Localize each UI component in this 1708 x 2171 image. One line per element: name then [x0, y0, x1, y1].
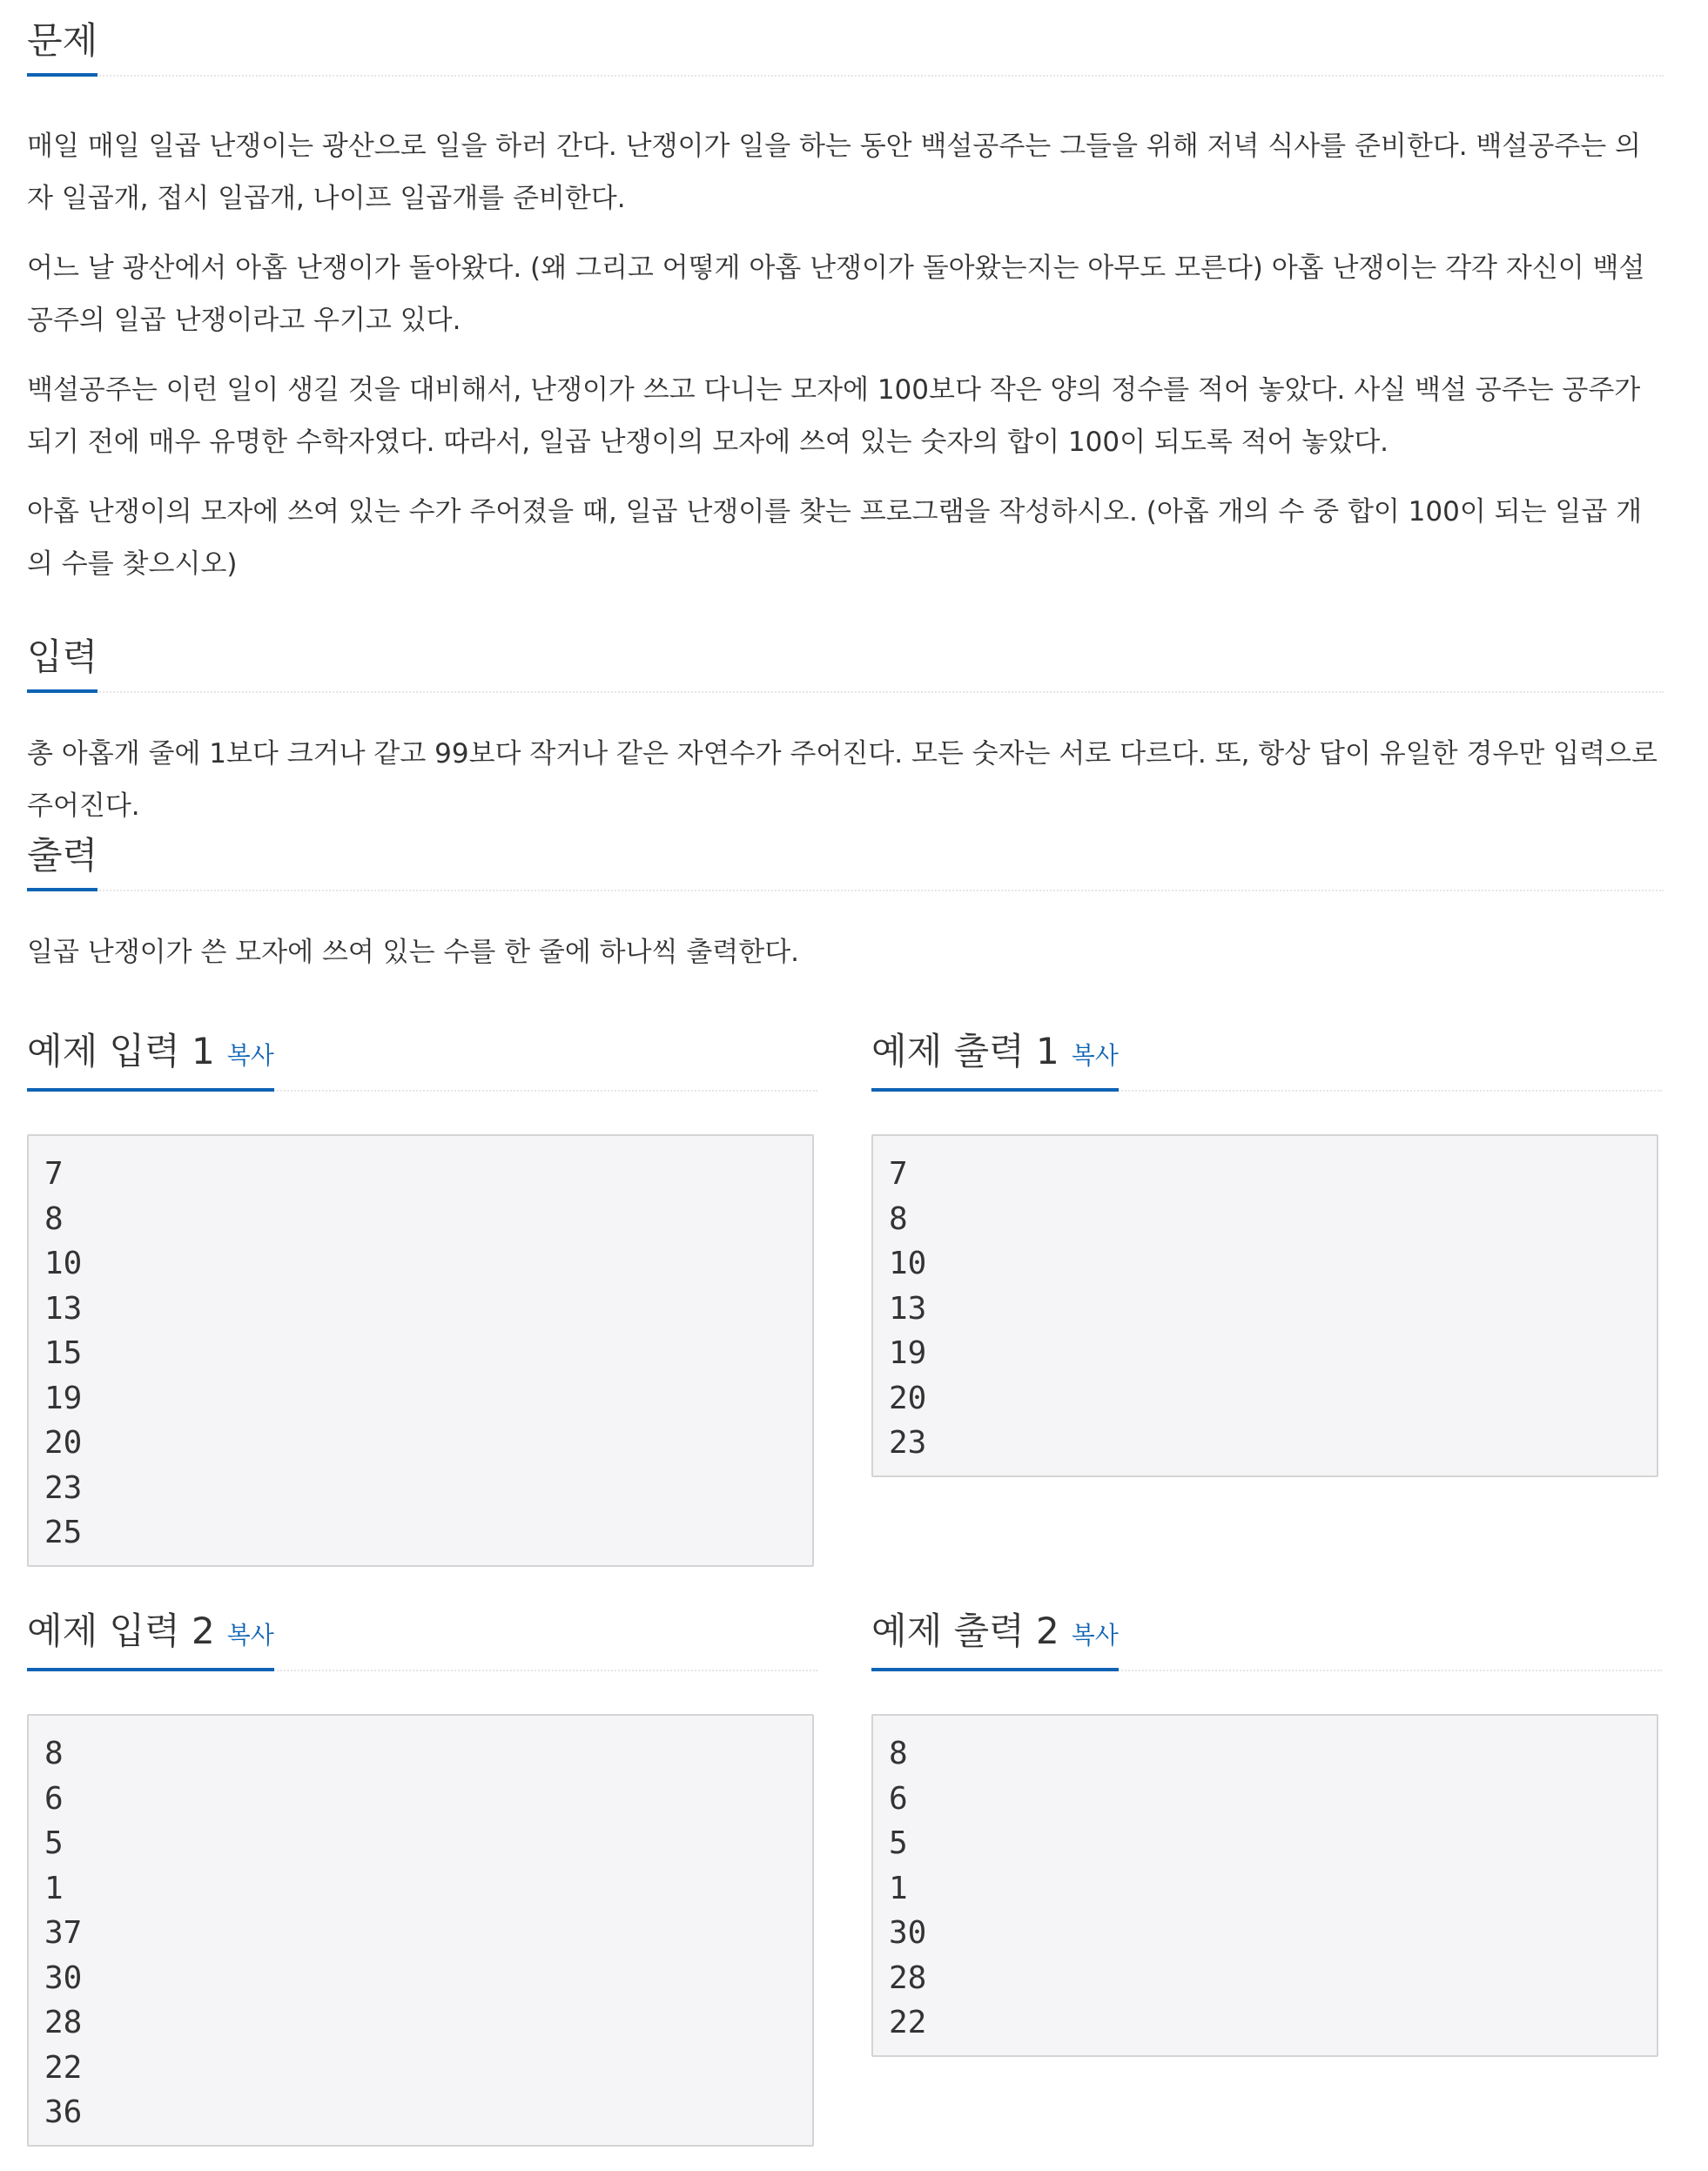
sample-output-1-heading [871, 1030, 1119, 1092]
sample-line: 28 [44, 2005, 83, 2040]
problem-section [27, 0, 1664, 590]
sample-line: 23 [889, 1425, 927, 1461]
sample-input-2-box[interactable] [27, 1714, 814, 2147]
problem-paragraph-3: 백설공주는 이런 일이 생길 것을 대비해서, 난쟁이가 쓰고 다니는 모자에 100보다 작은 양의 정수를 적어 놓았다. 사실 백설 공주는 공주가 되기 전에 매우 유명한 수학자였다. 따라서, 일곱 난쟁이의 모자에 쓰여 있는 숫자의 합이 100이 되도록 적어 놓았다. [27, 374, 1641, 458]
sample-output-1-headline [871, 1010, 1662, 1092]
sample-line: 37 [44, 1915, 83, 1951]
sample-input-1 [27, 1010, 817, 1550]
sample-line: 5 [44, 1825, 64, 1861]
sample-line: 23 [44, 1469, 83, 1506]
sample-input-1-heading [27, 1030, 274, 1092]
copy-button[interactable]: 복사 [226, 1621, 274, 1650]
sample-line: 25 [44, 1515, 83, 1550]
sample-line: 5 [889, 1825, 908, 1861]
sample-line: 1 [44, 1870, 64, 1906]
output-description: 일곱 난쟁이가 쓴 모자에 쓰여 있는 수를 한 줄에 하나씩 출력한다. [27, 937, 799, 968]
sample-line: 19 [44, 1380, 83, 1416]
sample-line: 22 [44, 2049, 83, 2086]
sample-output-1-title: 예제 출력 1 [871, 1030, 1059, 1072]
sample-input-2-heading [27, 1610, 274, 1671]
sample-input-1-box[interactable] [27, 1134, 814, 1567]
copy-button[interactable]: 복사 [1071, 1621, 1119, 1650]
sample-line: 28 [889, 1959, 927, 1996]
sample-output-1 [871, 1010, 1662, 1461]
input-title: 입력 [27, 639, 98, 693]
problem-headline [27, 0, 1664, 77]
output-headline [27, 811, 1664, 891]
sample-input-2 [27, 1590, 817, 2130]
sample-line: 10 [44, 1246, 83, 1281]
sample-output-2-headline [871, 1590, 1662, 1671]
sample-line: 6 [889, 1780, 908, 1817]
sample-input-2-title: 예제 입력 2 [27, 1610, 215, 1652]
sample-line: 10 [889, 1246, 927, 1281]
input-description: 총 아홉개 줄에 1보다 크거나 같고 99보다 작거나 같은 자연수가 주어진다. 모든 숫자는 서로 다르다. 또, 항상 답이 유일한 경우만 입력으로 주어진다. [27, 738, 1658, 822]
input-section [27, 613, 1664, 832]
sample-line: 1 [889, 1870, 908, 1906]
sample-line: 22 [889, 2005, 927, 2040]
problem-body [27, 120, 1664, 590]
sample-line: 30 [44, 1959, 83, 1996]
problem-paragraph-1: 매일 매일 일곱 난쟁이는 광산으로 일을 하러 간다. 난쟁이가 일을 하는 동안 백설공주는 그들을 위해 저녁 식사를 준비한다. 백설공주는 의자 일곱개, 접시 일곱개, 나이프 일곱개를 준비한다. [27, 131, 1641, 214]
sample-line: 36 [44, 2094, 83, 2130]
output-title: 출력 [27, 837, 98, 891]
problem-paragraph-2: 어느 날 광산에서 아홉 난쟁이가 돌아왔다. (왜 그리고 어떻게 아홉 난쟁이가 돌아왔는지는 아무도 모른다) 아홉 난쟁이는 각각 자신이 백설공주의 일곱 난쟁이라고 우기고 있다. [27, 252, 1645, 336]
sample-line: 13 [889, 1290, 927, 1327]
sample-output-2 [871, 1590, 1662, 2040]
sample-line: 19 [889, 1335, 927, 1371]
sample-line: 8 [889, 1736, 908, 1771]
sample-input-2-headline [27, 1590, 817, 1671]
sample-line: 6 [44, 1780, 64, 1817]
sample-line: 8 [889, 1200, 908, 1237]
sample-line: 15 [44, 1335, 83, 1371]
sample-output-2-title: 예제 출력 2 [871, 1610, 1059, 1652]
sample-output-1-box[interactable] [871, 1134, 1658, 1477]
sample-input-1-title: 예제 입력 1 [27, 1030, 215, 1072]
problem-title: 문제 [27, 23, 98, 77]
problem-paragraph-4: 아홉 난쟁이의 모자에 쓰여 있는 수가 주어졌을 때, 일곱 난쟁이를 찾는 프로그램을 작성하시오. (아홉 개의 수 중 합이 100이 되는 일곱 개의 수를 찾으시오) [27, 496, 1643, 580]
sample-line: 13 [44, 1290, 83, 1327]
copy-button[interactable]: 복사 [1071, 1041, 1119, 1070]
sample-output-2-box[interactable] [871, 1714, 1658, 2057]
sample-output-2-heading [871, 1610, 1119, 1671]
copy-button[interactable]: 복사 [226, 1041, 274, 1070]
sample-line: 30 [889, 1915, 927, 1951]
sample-line: 8 [44, 1200, 64, 1237]
sample-line: 8 [44, 1736, 64, 1771]
input-headline [27, 613, 1664, 693]
output-section [27, 811, 1664, 978]
sample-input-1-headline [27, 1010, 817, 1092]
sample-line: 20 [44, 1425, 83, 1461]
sample-line: 20 [889, 1380, 927, 1416]
sample-line: 7 [889, 1156, 908, 1192]
sample-line: 7 [44, 1156, 64, 1192]
